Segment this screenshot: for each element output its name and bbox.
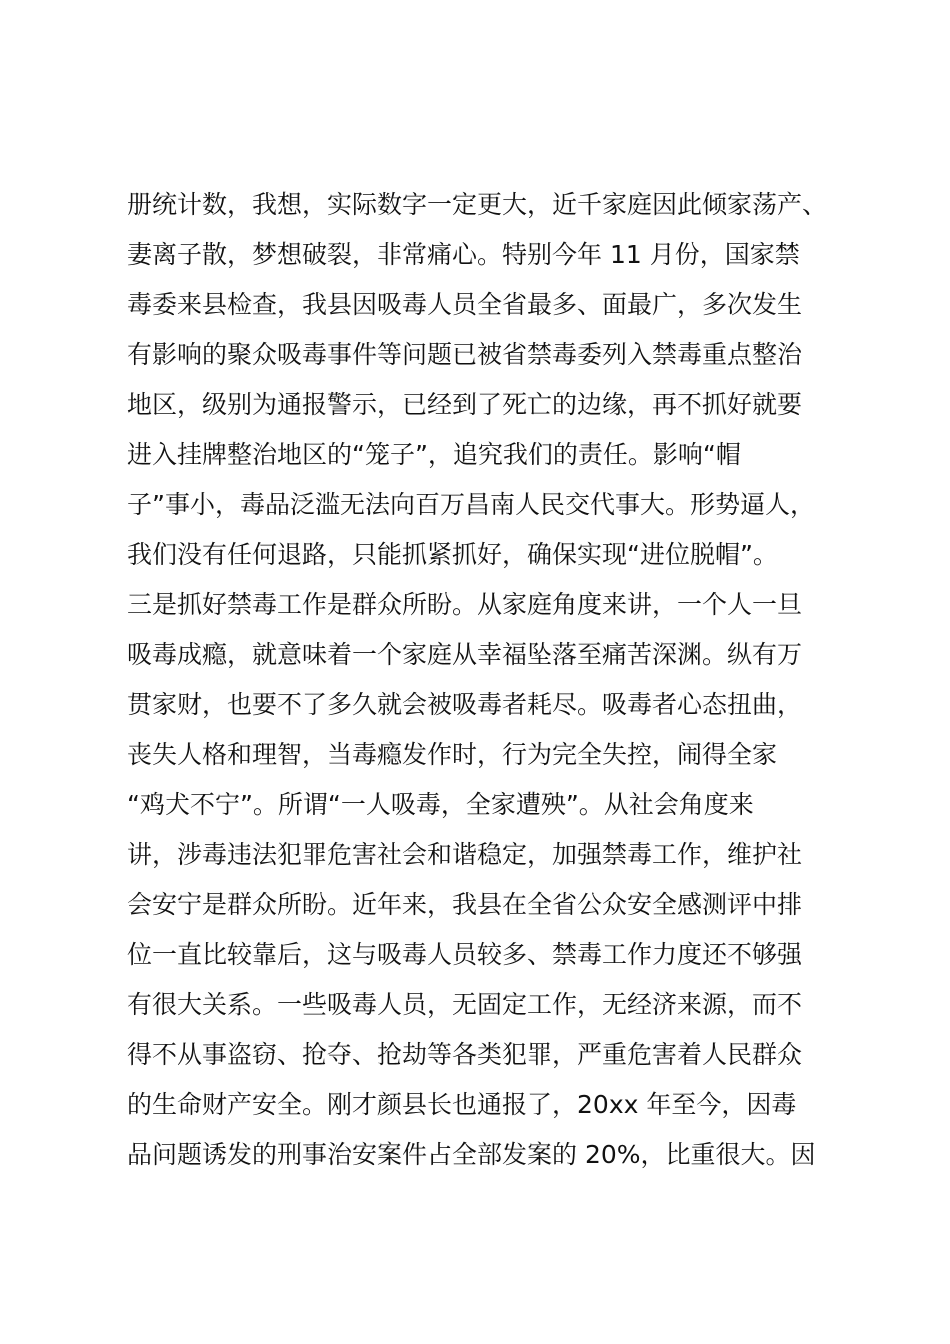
text-line: 讲，涉毒违法犯罪危害社会和谐稳定，加强禁毒工作，维护社 [127,840,803,869]
text-line: 位一直比较靠后，这与吸毒人员较多、禁毒工作力度还不够强 [127,940,803,969]
text-line: 毒委来县检查，我县因吸毒人员全省最多、面最广，多次发生 [127,290,803,319]
text-line: 吸毒成瘾，就意味着一个家庭从幸福坠落至痛苦深渊。纵有万 [127,640,803,669]
text-line: “鸡犬不宁”。所谓“一人吸毒，全家遭殃”。从社会角度来 [127,790,754,819]
text-line: 进入挂牌整治地区的“笼子”，追究我们的责任。影响“帽 [127,440,741,469]
text-line: 有很大关系。一些吸毒人员，无固定工作，无经济来源，而不 [127,990,803,1019]
text-line: 册统计数，我想，实际数字一定更大，近千家庭因此倾家荡产、 [127,190,828,219]
text-line: 三是抓好禁毒工作是群众所盼。从家庭角度来讲，一个人一旦 [127,590,803,619]
text-line: 得不从事盗窃、抢夺、抢劫等各类犯罪，严重危害着人民群众 [127,1040,803,1069]
text-line: 有影响的聚众吸毒事件等问题已被省禁毒委列入禁毒重点整治 [127,340,803,369]
text-line: 品问题诱发的刑事治安案件占全部发案的 20%，比重很大。因 [127,1140,816,1169]
body-text [127,180,847,1180]
text-line: 子”事小，毒品泛滥无法向百万昌南人民交代事大。形势逼人， [127,490,815,519]
text-line: 丧失人格和理智，当毒瘾发作时，行为完全失控，闹得全家 [127,740,778,769]
text-line: 地区，级别为通报警示，已经到了死亡的边缘，再不抓好就要 [127,390,803,419]
text-line: 会安宁是群众所盼。近年来，我县在全省公众安全感测评中排 [127,890,803,919]
text-line: 贯家财，也要不了多久就会被吸毒者耗尽。吸毒者心态扭曲， [127,690,803,719]
text-line: 的生命财产安全。刚才颜县长也通报了，20xx 年至今，因毒 [127,1090,797,1119]
text-line: 我们没有任何退路，只能抓紧抓好，确保实现“进位脱帽”。 [127,540,778,569]
text-line: 妻离子散，梦想破裂，非常痛心。特别今年 11 月份，国家禁 [127,240,800,269]
